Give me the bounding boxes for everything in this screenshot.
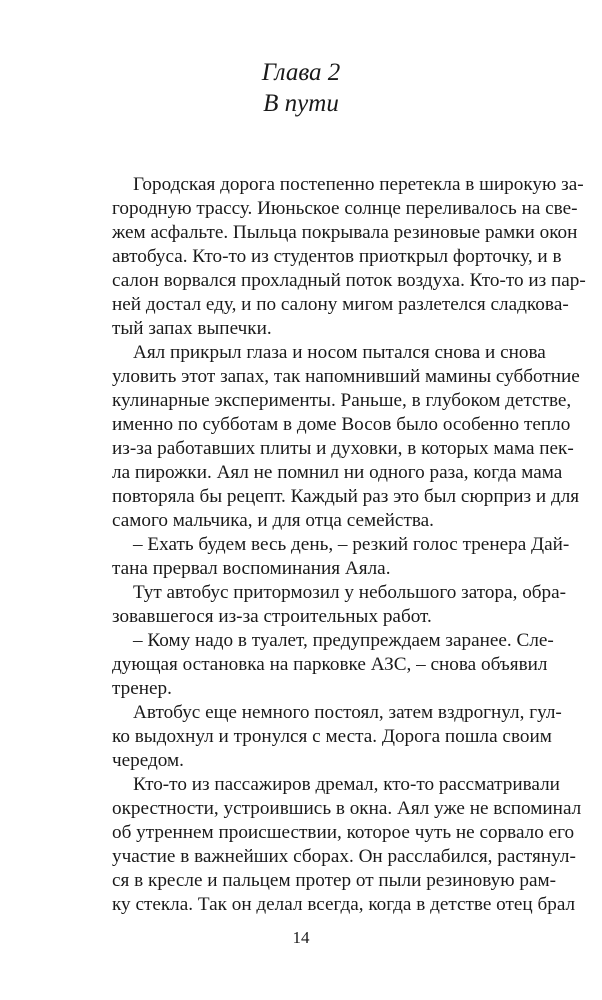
text-line: – Кому надо в туалет, предупреждаем заранее. Сле- (133, 630, 554, 651)
text-line: именно по субботам в доме Восов было особенно тепло (112, 414, 571, 435)
text-line: зовавшегося из-за строительных работ. (112, 606, 432, 627)
text-line: Аял прикрыл глаза и носом пытался снова и снова (133, 342, 546, 363)
text-line: – Ехать будем весь день, – резкий голос тренера Дай- (133, 534, 570, 555)
text-line: ней достал еду, и по салону мигом разлетелся сладковa- (112, 294, 569, 315)
text-line: самого мальчика, и для отца семейства. (112, 510, 434, 531)
text-line: Кто-то из пассажиров дремал, кто-то рассматривали (133, 774, 560, 795)
text-line: участие в важнейших сборах. Он расслабился, растянул- (112, 846, 576, 867)
page-number: 14 (292, 928, 310, 947)
text-line: ла пирожки. Аял не помнил ни одного раза, когда мама (112, 462, 563, 483)
text-line: об утреннем происшествии, которое чуть не сорвало его (112, 822, 575, 843)
text-line: ко выдохнул и тронулся с места. Дорога пошла своим (112, 726, 552, 747)
text-line: Автобус еще немного постоял, затем вздрогнул, гул- (133, 702, 562, 723)
text-line: тренер. (112, 678, 172, 699)
text-line: салон ворвался прохладный поток воздуха. Кто-то из пар- (112, 270, 586, 291)
text-line: дующая остановка на парковке АЗС, – снова объявил (112, 654, 548, 675)
text-line: из-за работавших плиты и духовки, в которых мама пек- (112, 438, 574, 459)
text-line: тый запах выпечки. (112, 318, 272, 339)
text-line: Городская дорога постепенно перетекла в широкую за- (133, 174, 584, 195)
text-line: чередом. (112, 750, 184, 771)
text-line: ся в кресле и пальцем протер от пыли резиновую рам- (112, 870, 557, 891)
text-line: кулинарные эксперименты. Раньше, в глубоком детстве, (112, 390, 572, 411)
text-line: повторяла бы рецепт. Каждый раз это был сюрприз и для (112, 486, 580, 507)
text-line: автобуса. Кто-то из студентов приоткрыл форточку, и в (112, 246, 562, 267)
chapter-title: В пути (263, 90, 339, 117)
text-line: уловить этот запах, так напомнивший мамины субботние (112, 366, 580, 387)
text-line: окрестности, устроившись в окна. Аял уже не вспоминал (112, 798, 582, 819)
text-line: городную трассу. Июньское солнце переливалось на све- (112, 198, 578, 219)
text-line: жем асфальте. Пыльца покрывала резиновые рамки окон (112, 222, 578, 243)
text-line: тана прервал воспоминания Аяла. (112, 558, 391, 579)
text-line: Тут автобус притормозил у небольшого затора, обра- (133, 582, 567, 603)
text-line: ку стекла. Так он делал всегда, когда в детстве отец брал (112, 894, 576, 915)
chapter-number: Глава 2 (261, 59, 341, 86)
